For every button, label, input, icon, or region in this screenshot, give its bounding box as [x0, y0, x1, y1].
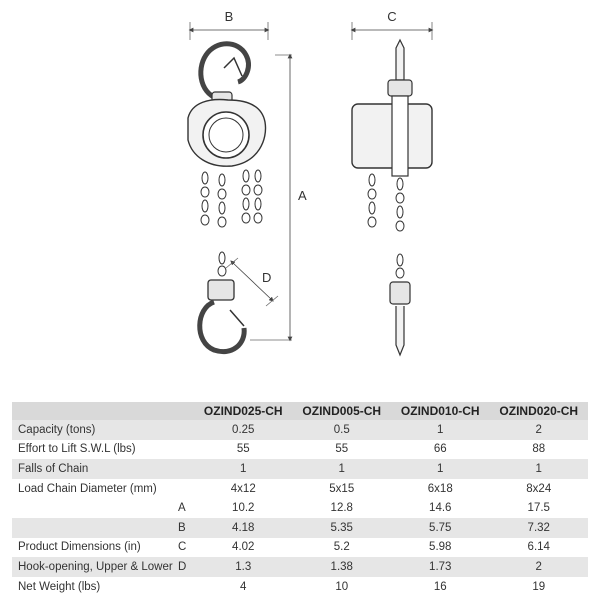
table-cell: 2 [490, 420, 589, 440]
row-label: Product Dimensions (in) [18, 541, 141, 554]
header-blank [172, 402, 194, 420]
table-cell: 55 [335, 443, 349, 456]
row-sublabel [172, 577, 194, 597]
table-cell: 1 [391, 420, 490, 440]
table-cell: 0.25 [194, 420, 293, 440]
table-cell: 1.73 [391, 557, 490, 577]
table-cell: 5.35 [293, 518, 392, 538]
table-row [12, 557, 588, 577]
table-cell: 5.2 [333, 541, 350, 554]
row-sublabel [172, 440, 194, 460]
table-cell: 10.2 [232, 502, 255, 515]
table-row [12, 518, 588, 538]
table-cell: 66 [433, 443, 447, 456]
table-cell: 1 [194, 459, 293, 479]
table-cell: 5x15 [329, 482, 355, 495]
model-header: OZIND010-CH [391, 402, 490, 420]
model-header: OZIND005-CH [293, 402, 392, 420]
table-cell: 12.8 [330, 502, 353, 515]
table-cell: 1.3 [194, 557, 293, 577]
table-row [12, 538, 588, 558]
table-row [12, 479, 588, 499]
table-cell: 17.5 [527, 502, 550, 515]
table-cell: 2 [490, 557, 589, 577]
row-sublabel [172, 420, 194, 440]
row-label [12, 498, 172, 518]
model-header: OZIND020-CH [490, 402, 589, 420]
table-cell: 1.38 [293, 557, 392, 577]
table-cell: 14.6 [429, 502, 452, 515]
front-view [188, 22, 292, 352]
table-cell: 16 [433, 580, 447, 593]
row-sublabel: A [178, 502, 186, 515]
table-cell: 0.5 [293, 420, 392, 440]
table-cell: 8x24 [526, 482, 552, 495]
table-cell: 6.14 [527, 541, 550, 554]
row-sublabel [172, 459, 194, 479]
row-label: Load Chain Diameter (mm) [18, 482, 157, 495]
row-sublabel: D [172, 557, 194, 577]
table-cell: 1 [391, 459, 490, 479]
header-blank [12, 402, 172, 420]
table-cell: 55 [236, 443, 250, 456]
table-cell: 88 [532, 443, 546, 456]
table-cell: 1 [490, 459, 589, 479]
side-view [352, 22, 432, 355]
table-header-row [12, 402, 588, 420]
dimension-label-b: B [224, 9, 234, 24]
table-cell: 1 [293, 459, 392, 479]
row-label: Hook-opening, Upper & Lower [12, 557, 172, 577]
row-sublabel: B [172, 518, 194, 538]
table-body [12, 420, 588, 596]
table-cell: 10 [335, 580, 349, 593]
table-row [12, 459, 588, 479]
model-header: OZIND025-CH [194, 402, 293, 420]
row-label [12, 518, 172, 538]
row-label: Effort to Lift S.W.L (lbs) [18, 443, 136, 456]
row-sublabel: C [178, 541, 187, 554]
row-label: Falls of Chain [12, 459, 172, 479]
row-label: Capacity (tons) [12, 420, 172, 440]
table-cell: 5.75 [391, 518, 490, 538]
table-cell: 19 [532, 580, 546, 593]
dimension-label-a: A [298, 188, 307, 203]
table-row [12, 498, 588, 518]
dimension-label-c: C [387, 9, 397, 24]
table-cell: 4 [240, 580, 247, 593]
table-cell: 4.18 [194, 518, 293, 538]
table-cell: 5.98 [429, 541, 452, 554]
row-sublabel [172, 479, 194, 499]
table-cell: 4.02 [232, 541, 255, 554]
row-label: Net Weight (lbs) [18, 580, 101, 593]
table-row [12, 420, 588, 440]
table-cell: 7.32 [490, 518, 589, 538]
table-cell: 6x18 [427, 482, 453, 495]
dimension-label-d: D [262, 270, 272, 285]
specifications-table [12, 402, 588, 596]
table-row [12, 577, 588, 597]
table-cell: 4x12 [230, 482, 256, 495]
table-row [12, 440, 588, 460]
